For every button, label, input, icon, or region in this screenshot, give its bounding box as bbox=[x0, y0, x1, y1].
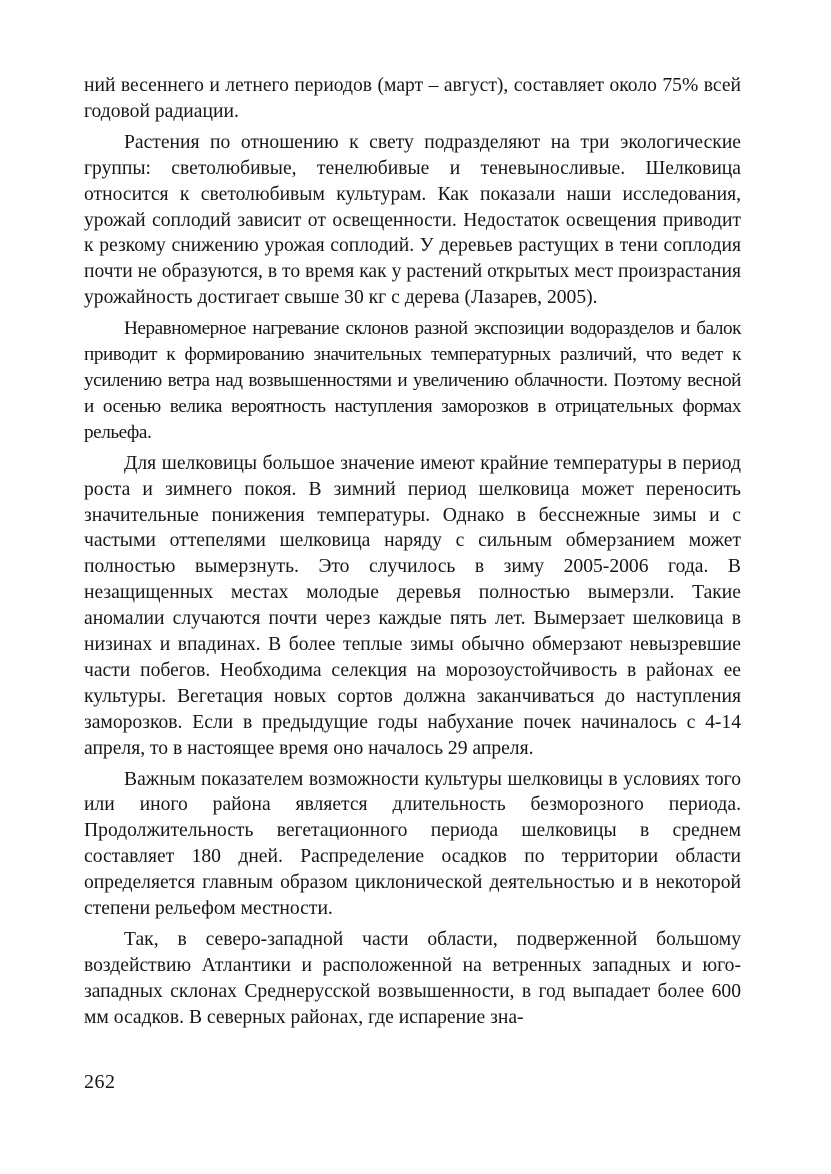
page-number: 262 bbox=[84, 1071, 116, 1093]
paragraph-light-groups: Растения по отношению к свету подразделяют на три экологические группы: светолюбивые, тенелюбивые и теневыносливые. Шелковица относится к светолюбивым культурам. Как показали наши исследования, урожай соплодий зависит от освещенности. Недостаток освещения приводит к резкому снижению урожая соплодий. У деревьев растущих в тени соплодия почти не образуются, в то время как у растений открытых мест произрастания урожайность достигает свыше 30 кг с дерева (Лазарев, 2005). bbox=[84, 131, 741, 309]
paragraph-temperatures: Для шелковицы большое значение имеют крайние температуры в период роста и зимнего покоя. В зимний период шелковица может переносить значительные понижения температуры. Однако в бесснежные зимы и с частыми оттепелями шелковица наряду с сильным обмерзанием может полностью вымерзнуть. Это случилось в зиму 2005-2006 года. В незащищенных местах молодые деревья полностью вымерзли. Такие аномалии случаются почти через каждые пять лет. Вымерзает шелковица в низинах и впадинах. В более теплые зимы обычно обмерзают невызревшие части побегов. Необходима селекция на морозоустойчивость в районах ее культуры. Вегетация новых сортов должна заканчиваться до наступления заморозков. Если в предыдущие годы набухание почек начиналось с 4-14 апреля, то в настоящее время оно началось 29 апреля. bbox=[84, 452, 741, 759]
paragraph-frost-free-period: Важным показателем возможности культуры шелковицы в условиях того или иного района является длительность безморозного периода. Продолжительность вегетационного периода шелковицы в среднем составляет 180 дней. Распределение осадков по территории области определяется главным образом циклонической деятельностью и в некоторой степени рельефом местности. bbox=[84, 768, 741, 920]
paragraph-uneven-heating: Неравномерное нагревание склонов разной экспозиции водоразделов и балок приводит к формированию значительных температурных различий, что ведет к усилению ветра над возвышенностями и увеличению облачности. Поэтому весной и осенью велика вероятность наступления заморозков в отрицательных формах рельефа. bbox=[84, 318, 741, 443]
paragraph-precipitation: Так, в северо-западной части области, подверженной большому воздействию Атлантики и расположенной на ветренных западных и юго-западных склонах Среднерусской возвышенности, в год выпадает более 600 мм осадков. В северных районах, где испарение зна- bbox=[84, 929, 741, 1028]
paragraph-continuation: ний весеннего и летнего периодов (март – август), составляет около 75% всей годовой радиации. bbox=[84, 75, 741, 122]
body-text bbox=[84, 73, 741, 1031]
